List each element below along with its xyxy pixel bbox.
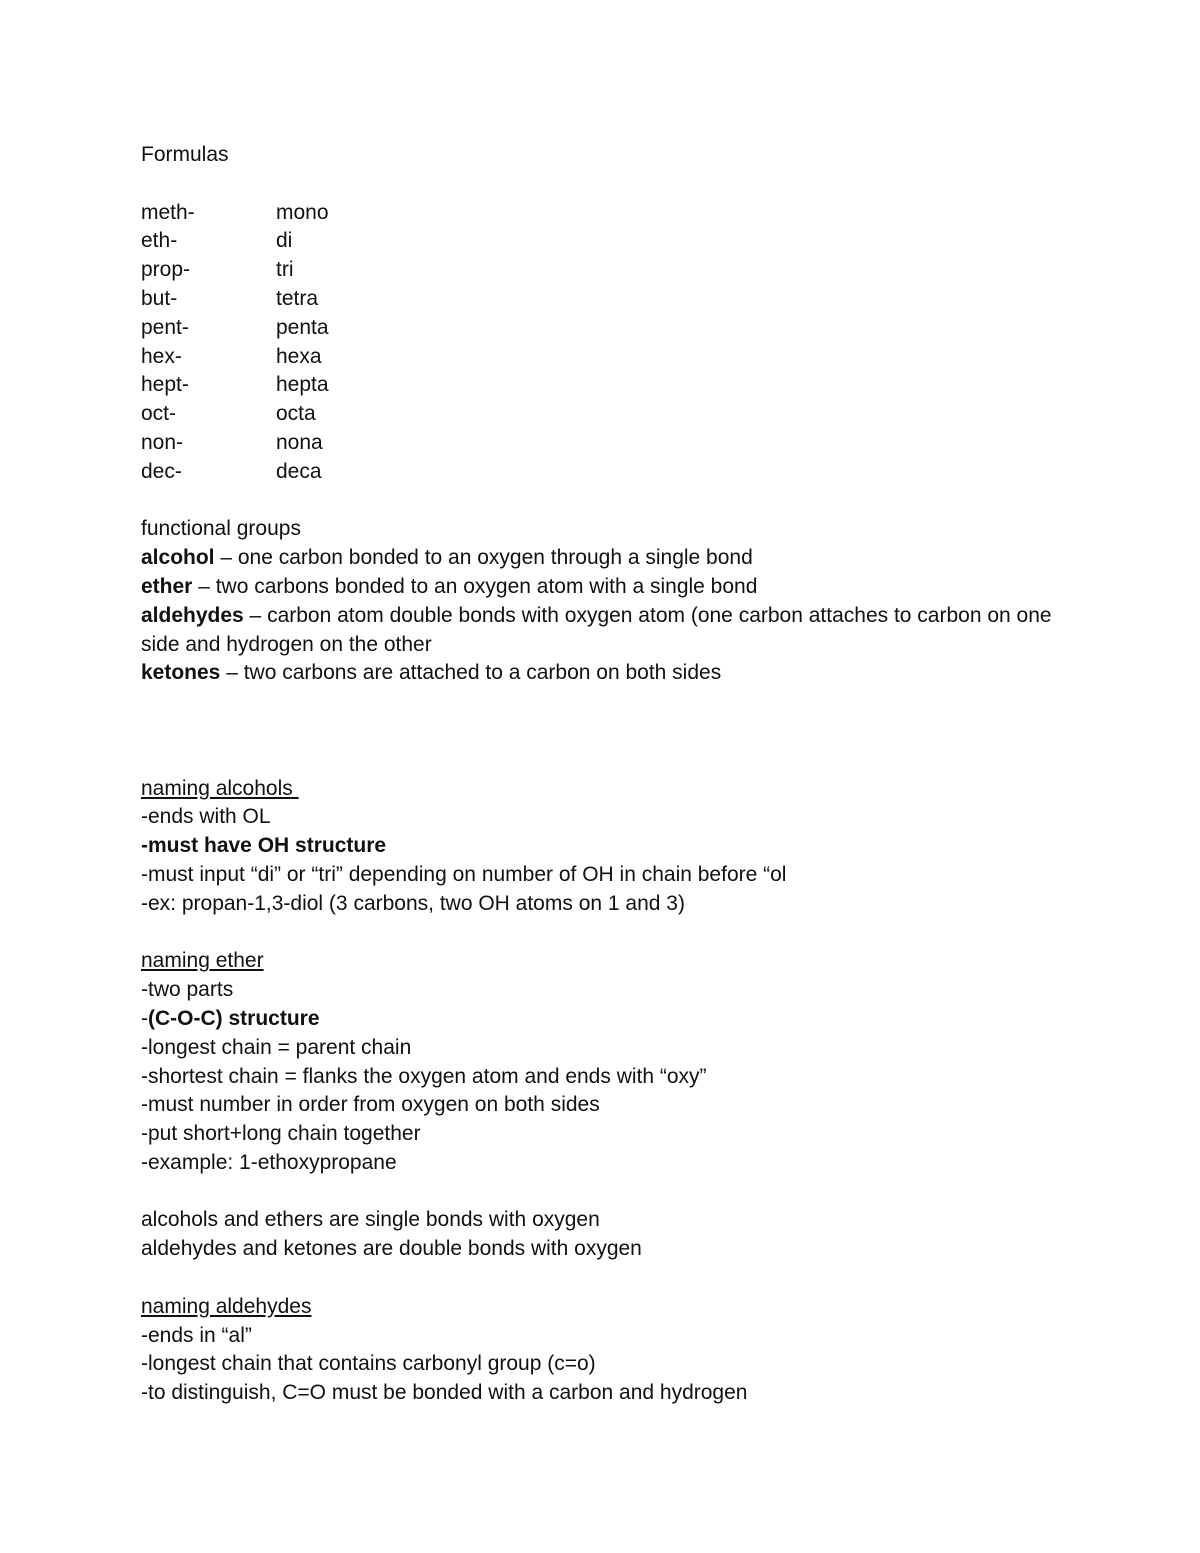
term: aldehydes [141, 603, 244, 627]
note-line: -example: 1-ethoxypropane [141, 1150, 397, 1174]
note-line: -longest chain that contains carbonyl group (c=o) [141, 1352, 596, 1376]
prefix-stem: hex- [141, 344, 182, 368]
prefix-stem: but- [141, 286, 178, 310]
note-line: -ends with OL [141, 805, 271, 829]
prefix-row [141, 429, 1061, 458]
prefix-multiplier: nona [276, 430, 323, 454]
note-line: -ends in “al” [141, 1323, 252, 1347]
prefix-row [141, 343, 1061, 372]
heading-text: naming ether [141, 949, 264, 973]
prefix-row [141, 285, 1061, 314]
note-line: -to distinguish, C=O must be bonded with a carbon and hydrogen [141, 1381, 748, 1405]
note-line: -two parts [141, 978, 234, 1002]
term: alcohol [141, 546, 215, 570]
heading-text: naming alcohols [141, 776, 299, 800]
prefix-multiplier: mono [276, 200, 329, 224]
note-line: -longest chain = parent chain [141, 1035, 412, 1059]
prefix-row [141, 458, 1061, 487]
prefix-stem: eth- [141, 229, 178, 253]
heading-text: naming aldehydes [141, 1294, 312, 1318]
summary-line: alcohols and ethers are single bonds with oxygen [141, 1208, 600, 1232]
functional-groups-heading: functional groups [141, 517, 301, 541]
note-line: -must number in order from oxygen on both sides [141, 1093, 600, 1117]
page-title: Formulas [141, 143, 229, 166]
spacer [141, 1178, 1061, 1207]
functional-group-alcohol [141, 544, 1061, 573]
prefix-row [141, 256, 1061, 285]
prefix-multiplier: hepta [276, 373, 329, 397]
prefix-multiplier: di [276, 229, 293, 253]
prefix-multiplier: tri [276, 258, 294, 282]
prefix-stem: pent- [141, 315, 189, 339]
section-heading-naming-ether [141, 947, 1061, 976]
prefix-row [141, 314, 1061, 343]
note-line: -ex: propan-1,3-diol (3 carbons, two OH atoms on 1 and 3) [141, 891, 685, 915]
note-line-bold: -must have OH structure [141, 834, 387, 858]
section-heading-naming-alcohols [141, 775, 1061, 804]
prefix-stem: hept- [141, 373, 189, 397]
prefix-stem: non- [141, 430, 184, 454]
prefix-row [141, 371, 1061, 400]
functional-group-ketones [141, 659, 1061, 688]
dash: - [141, 1006, 148, 1030]
term: ketones [141, 661, 221, 685]
spacer [141, 919, 1061, 948]
prefix-multiplier: tetra [276, 286, 319, 310]
spacer [141, 688, 1061, 774]
note-line [141, 1005, 1061, 1034]
prefix-stem: meth- [141, 200, 195, 224]
prefix-multiplier: octa [276, 402, 316, 426]
document-body [141, 141, 1061, 1408]
prefix-table [141, 199, 1061, 487]
functional-group-aldehydes [141, 602, 1061, 660]
functional-group-ether [141, 573, 1061, 602]
prefix-multiplier: deca [276, 459, 322, 483]
definition: – two carbons are attached to a carbon on both sides [220, 661, 722, 685]
summary-line: aldehydes and ketones are double bonds with oxygen [141, 1237, 642, 1261]
spacer [141, 1264, 1061, 1293]
prefix-stem: dec- [141, 459, 182, 483]
definition: – one carbon bonded to an oxygen through a single bond [214, 546, 753, 570]
spacer [141, 170, 1061, 199]
bold-text: (C-O-C) structure [148, 1006, 320, 1030]
term: ether [141, 574, 193, 598]
note-line: -put short+long chain together [141, 1122, 421, 1146]
prefix-row [141, 400, 1061, 429]
spacer [141, 487, 1061, 516]
section-heading-naming-aldehydes [141, 1293, 1061, 1322]
note-line: -shortest chain = flanks the oxygen atom and ends with “oxy” [141, 1064, 707, 1088]
definition: – carbon atom double bonds with oxygen atom (one carbon attaches to carbon on one side and hydrogen on the other [141, 603, 1052, 656]
definition: – two carbons bonded to an oxygen atom with a single bond [192, 574, 758, 598]
prefix-multiplier: penta [276, 315, 329, 339]
prefix-multiplier: hexa [276, 344, 322, 368]
prefix-stem: prop- [141, 258, 191, 282]
prefix-row [141, 199, 1061, 228]
prefix-stem: oct- [141, 402, 177, 426]
prefix-row [141, 227, 1061, 256]
note-line: -must input “di” or “tri” depending on number of OH in chain before “ol [141, 862, 787, 886]
